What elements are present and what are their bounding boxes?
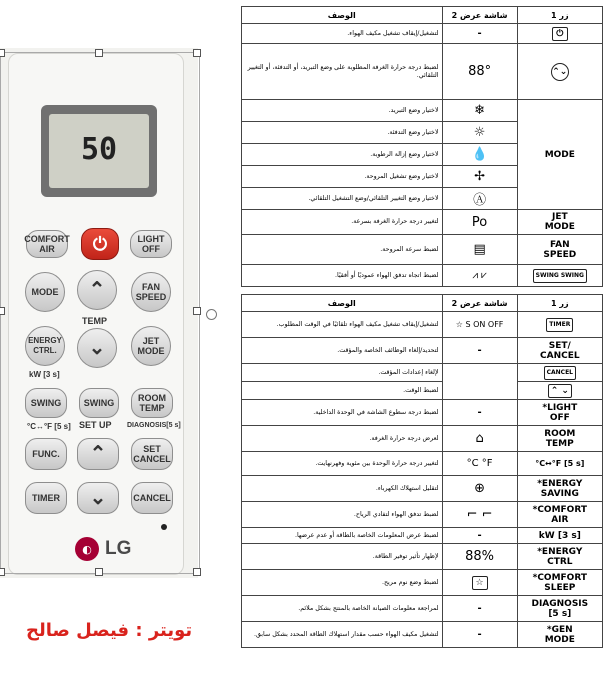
header-button: زر 1 bbox=[517, 295, 602, 312]
row-display: - bbox=[442, 622, 517, 648]
row-display bbox=[442, 426, 517, 452]
temperature-digits-icon: 88° bbox=[468, 64, 492, 79]
row-display bbox=[442, 44, 517, 100]
energy-saving-icon: ⊕ bbox=[474, 481, 486, 496]
function-table-1 bbox=[241, 6, 603, 287]
fan-speed-button[interactable]: FAN SPEED bbox=[131, 272, 171, 312]
table-row bbox=[242, 382, 603, 400]
airflow-direction-icon: ⩘ ⩗ bbox=[472, 270, 487, 281]
fan-icon: ✢ bbox=[474, 169, 486, 184]
row-description: لضبط الوقت. bbox=[242, 382, 443, 400]
row-description: لمراجعة معلومات الصيانة الخاصة بالمنتج بشكل ملائم. bbox=[242, 596, 443, 622]
room-temp-button[interactable]: ROOM TEMP bbox=[131, 388, 173, 418]
row-description: لاختيار وضع التدفئة. bbox=[242, 122, 443, 144]
chevron-down-icon: ⌄ bbox=[89, 487, 107, 509]
lcd-value: 50 bbox=[80, 132, 118, 167]
row-button: *ENERGY CTRL bbox=[517, 544, 602, 570]
table-row bbox=[242, 24, 603, 44]
rotate-handle[interactable] bbox=[206, 309, 217, 320]
remote-control bbox=[8, 53, 184, 575]
row-display bbox=[442, 122, 517, 144]
table-row bbox=[242, 452, 603, 476]
row-description: لتشغيل/إيقاف تشغيل مكيف الهواء تلقائيًا في الوقت المطلوب. bbox=[242, 312, 443, 338]
row-description: لتقليل استهلاك الكهرباء. bbox=[242, 476, 443, 502]
func-button[interactable]: FUNC. bbox=[25, 438, 67, 470]
row-display bbox=[442, 235, 517, 265]
table-row bbox=[242, 400, 603, 426]
row-description: لإظهار تأثير توفير الطاقة. bbox=[242, 544, 443, 570]
table-row bbox=[242, 570, 603, 596]
row-description: لضبط عرض المعلومات الخاصة بالطاقة أو عدم عرضها. bbox=[242, 528, 443, 544]
table-row bbox=[242, 100, 603, 122]
row-display bbox=[442, 188, 517, 210]
row-button: *GEN MODE bbox=[517, 622, 602, 648]
table-row bbox=[242, 338, 603, 364]
row-button bbox=[517, 24, 602, 44]
row-display: - bbox=[442, 400, 517, 426]
table-row bbox=[242, 426, 603, 452]
row-button: ROOM TEMP bbox=[517, 426, 602, 452]
row-display bbox=[442, 166, 517, 188]
row-display bbox=[442, 364, 517, 400]
resize-handle[interactable] bbox=[193, 307, 201, 315]
power-icon: ⏻ bbox=[92, 234, 108, 254]
cancel-icon: CANCEL bbox=[544, 366, 576, 380]
header-description: الوصف bbox=[242, 7, 443, 24]
resize-handle[interactable] bbox=[95, 568, 103, 576]
resize-handle[interactable] bbox=[95, 49, 103, 57]
header-description: الوصف bbox=[242, 295, 443, 312]
remote-photo bbox=[0, 48, 198, 578]
row-button: *COMFORT AIR bbox=[517, 502, 602, 528]
row-button: FAN SPEED bbox=[517, 235, 602, 265]
lg-circle-icon: ◐ bbox=[75, 537, 99, 561]
celsius-fahrenheit-icon: °C °F bbox=[466, 458, 493, 469]
temp-up-button[interactable] bbox=[77, 270, 117, 310]
row-description: لعرض درجة حرارة الغرفة. bbox=[242, 426, 443, 452]
time-up-down-icon: ⌃ ⌄ bbox=[548, 384, 572, 398]
table-row bbox=[242, 596, 603, 622]
resize-handle[interactable] bbox=[0, 568, 5, 576]
energy-percent-icon: 88% bbox=[465, 549, 495, 564]
lg-wordmark: LG bbox=[105, 538, 132, 559]
row-display bbox=[442, 570, 517, 596]
row-description: لتغيير درجة حرارة الوحدة بين مئوية وفهرنهايت. bbox=[242, 452, 443, 476]
row-description: لتشغيل/إيقاف تشغيل مكيف الهواء. bbox=[242, 24, 443, 44]
row-button bbox=[517, 44, 602, 100]
swing-label: SWING bbox=[30, 398, 62, 408]
row-display bbox=[442, 144, 517, 166]
row-description: لاختيار وضع التبريد. bbox=[242, 100, 443, 122]
setup-label: SET UP bbox=[79, 420, 112, 430]
row-display: - bbox=[442, 596, 517, 622]
swing-label: SWING bbox=[83, 398, 115, 408]
temp-down-button[interactable] bbox=[77, 328, 117, 368]
timer-button[interactable]: TIMER bbox=[25, 482, 67, 514]
row-description: لتحديد/إلغاء الوظائف الخاصة والمؤقت. bbox=[242, 338, 443, 364]
row-display: - bbox=[442, 24, 517, 44]
table-row bbox=[242, 364, 603, 382]
resize-handle[interactable] bbox=[193, 49, 201, 57]
header-display: شاشة عرض 2 bbox=[442, 7, 517, 24]
power-button[interactable] bbox=[81, 228, 119, 260]
house-icon: ⌂ bbox=[475, 431, 484, 446]
row-display: - bbox=[442, 528, 517, 544]
row-button bbox=[517, 364, 602, 382]
chevron-up-icon: ⌃ bbox=[89, 443, 107, 465]
lg-logo bbox=[75, 534, 145, 564]
row-description: لاختيار وضع إزالة الرطوبة. bbox=[242, 144, 443, 166]
row-button: *ENERGY SAVING bbox=[517, 476, 602, 502]
cancel-button[interactable]: CANCEL bbox=[131, 482, 173, 514]
resize-handle[interactable] bbox=[0, 307, 5, 315]
header-display: شاشة عرض 2 bbox=[442, 295, 517, 312]
row-description: لضبط درجة حرارة الغرفة المطلوبة على وضع التبريد، أو التدفئة، أو التغيير التلقائي. bbox=[242, 44, 443, 100]
table-row bbox=[242, 622, 603, 648]
row-button: *LIGHT OFF bbox=[517, 400, 602, 426]
row-description: لضبط وضع نوم مريح. bbox=[242, 570, 443, 596]
mode-button[interactable]: MODE bbox=[25, 272, 65, 312]
lcd-screen bbox=[49, 114, 149, 188]
diagnosis-label: DIAGNOSIS[5 s] bbox=[127, 422, 181, 429]
header-button: زر 1 bbox=[517, 7, 602, 24]
row-button: SET/ CANCEL bbox=[517, 338, 602, 364]
table-row bbox=[242, 502, 603, 528]
remote-lcd bbox=[41, 105, 157, 197]
row-button: JET MODE bbox=[517, 210, 602, 235]
kw-label: kW [3 s] bbox=[29, 370, 60, 379]
timer-display-icons: ☆ S ON OFF bbox=[455, 320, 504, 329]
row-button bbox=[517, 265, 602, 287]
set-cancel-button[interactable]: SET CANCEL bbox=[131, 438, 173, 470]
row-display bbox=[442, 312, 517, 338]
jet-mode-button[interactable]: JET MODE bbox=[131, 326, 171, 366]
table-row bbox=[242, 44, 603, 100]
row-button: kW [3 s] bbox=[517, 528, 602, 544]
timer-icon: TIMER bbox=[546, 318, 573, 332]
temp-label: TEMP bbox=[82, 316, 108, 326]
row-description: لتغيير درجة حرارة الغرفة بسرعة. bbox=[242, 210, 443, 235]
row-button: *COMFORT SLEEP bbox=[517, 570, 602, 596]
table-row bbox=[242, 528, 603, 544]
resize-handle[interactable] bbox=[0, 49, 5, 57]
ir-sensor bbox=[161, 524, 167, 530]
cf-label: °C↔°F [5 s] bbox=[27, 422, 71, 431]
chevron-up-icon: ⌃ bbox=[88, 279, 106, 301]
swing-vertical-button[interactable] bbox=[25, 388, 67, 418]
jet-icon: Po bbox=[471, 214, 488, 230]
table-row bbox=[242, 235, 603, 265]
energy-ctrl-button[interactable]: ENERGY CTRL. bbox=[25, 326, 65, 366]
swing-icon: SWING SWING bbox=[533, 269, 587, 283]
table-header bbox=[242, 7, 603, 24]
auto-mode-icon: Ⓐ bbox=[473, 193, 487, 208]
row-description: لاختيار وضع التغيير التلقائي/وضع التشغيل التلقائي. bbox=[242, 188, 443, 210]
table-row bbox=[242, 544, 603, 570]
row-description: لاختيار وضع تشغيل المروحة. bbox=[242, 166, 443, 188]
time-down-button[interactable] bbox=[77, 482, 119, 514]
table-row bbox=[242, 210, 603, 235]
row-display bbox=[442, 544, 517, 570]
row-description: لإلغاء إعدادات المؤقت. bbox=[242, 364, 443, 382]
swing-horizontal-button[interactable] bbox=[79, 388, 119, 418]
row-display bbox=[442, 502, 517, 528]
row-display: - bbox=[442, 338, 517, 364]
row-button bbox=[517, 382, 602, 400]
sun-icon: ☼ bbox=[473, 125, 486, 140]
row-button: DIAGNOSIS [5 s] bbox=[517, 596, 602, 622]
function-table-2 bbox=[241, 294, 603, 648]
row-display bbox=[442, 452, 517, 476]
row-button bbox=[517, 312, 602, 338]
table-row bbox=[242, 312, 603, 338]
row-display bbox=[442, 265, 517, 287]
snowflake-icon: ❄ bbox=[474, 103, 486, 118]
resize-handle[interactable] bbox=[193, 568, 201, 576]
fan-speed-bars-icon: ▤ bbox=[473, 242, 486, 257]
comfort-sleep-icon: ☆ bbox=[472, 576, 488, 590]
table-row bbox=[242, 265, 603, 287]
row-description: لضبط تدفق الهواء لتفادي الرياح. bbox=[242, 502, 443, 528]
time-up-button[interactable] bbox=[77, 438, 119, 470]
row-description: لضبط سرعة المروحة. bbox=[242, 235, 443, 265]
row-description: لتشغيل مكيف الهواء حسب مقدار استهلاك الطاقة المحدد بشكل سابق. bbox=[242, 622, 443, 648]
row-description: لضبط اتجاه تدفق الهواء عموديًا أو أفقيًا. bbox=[242, 265, 443, 287]
row-display bbox=[442, 476, 517, 502]
light-off-button[interactable]: LIGHT OFF bbox=[130, 230, 172, 258]
comfort-air-button[interactable]: COMFORT AIR bbox=[26, 230, 68, 258]
comfort-air-vane-icon: ⌐ ⌐ bbox=[466, 507, 493, 522]
table-row bbox=[242, 476, 603, 502]
power-icon: ⏻ bbox=[552, 27, 568, 41]
row-button: MODE bbox=[517, 100, 602, 210]
chevron-down-icon: ⌄ bbox=[88, 337, 106, 359]
row-description: لضبط درجة سطوع الشاشة في الوحدة الداخلية. bbox=[242, 400, 443, 426]
credit-caption: تويتر : فيصل صالح bbox=[26, 620, 193, 641]
row-display bbox=[442, 100, 517, 122]
table-header bbox=[242, 295, 603, 312]
row-button: °C↔°F [5 s] bbox=[517, 452, 602, 476]
water-drop-icon: 💧 bbox=[471, 147, 488, 162]
row-display bbox=[442, 210, 517, 235]
temp-up-down-icon: ⌃⌄ bbox=[551, 63, 569, 81]
